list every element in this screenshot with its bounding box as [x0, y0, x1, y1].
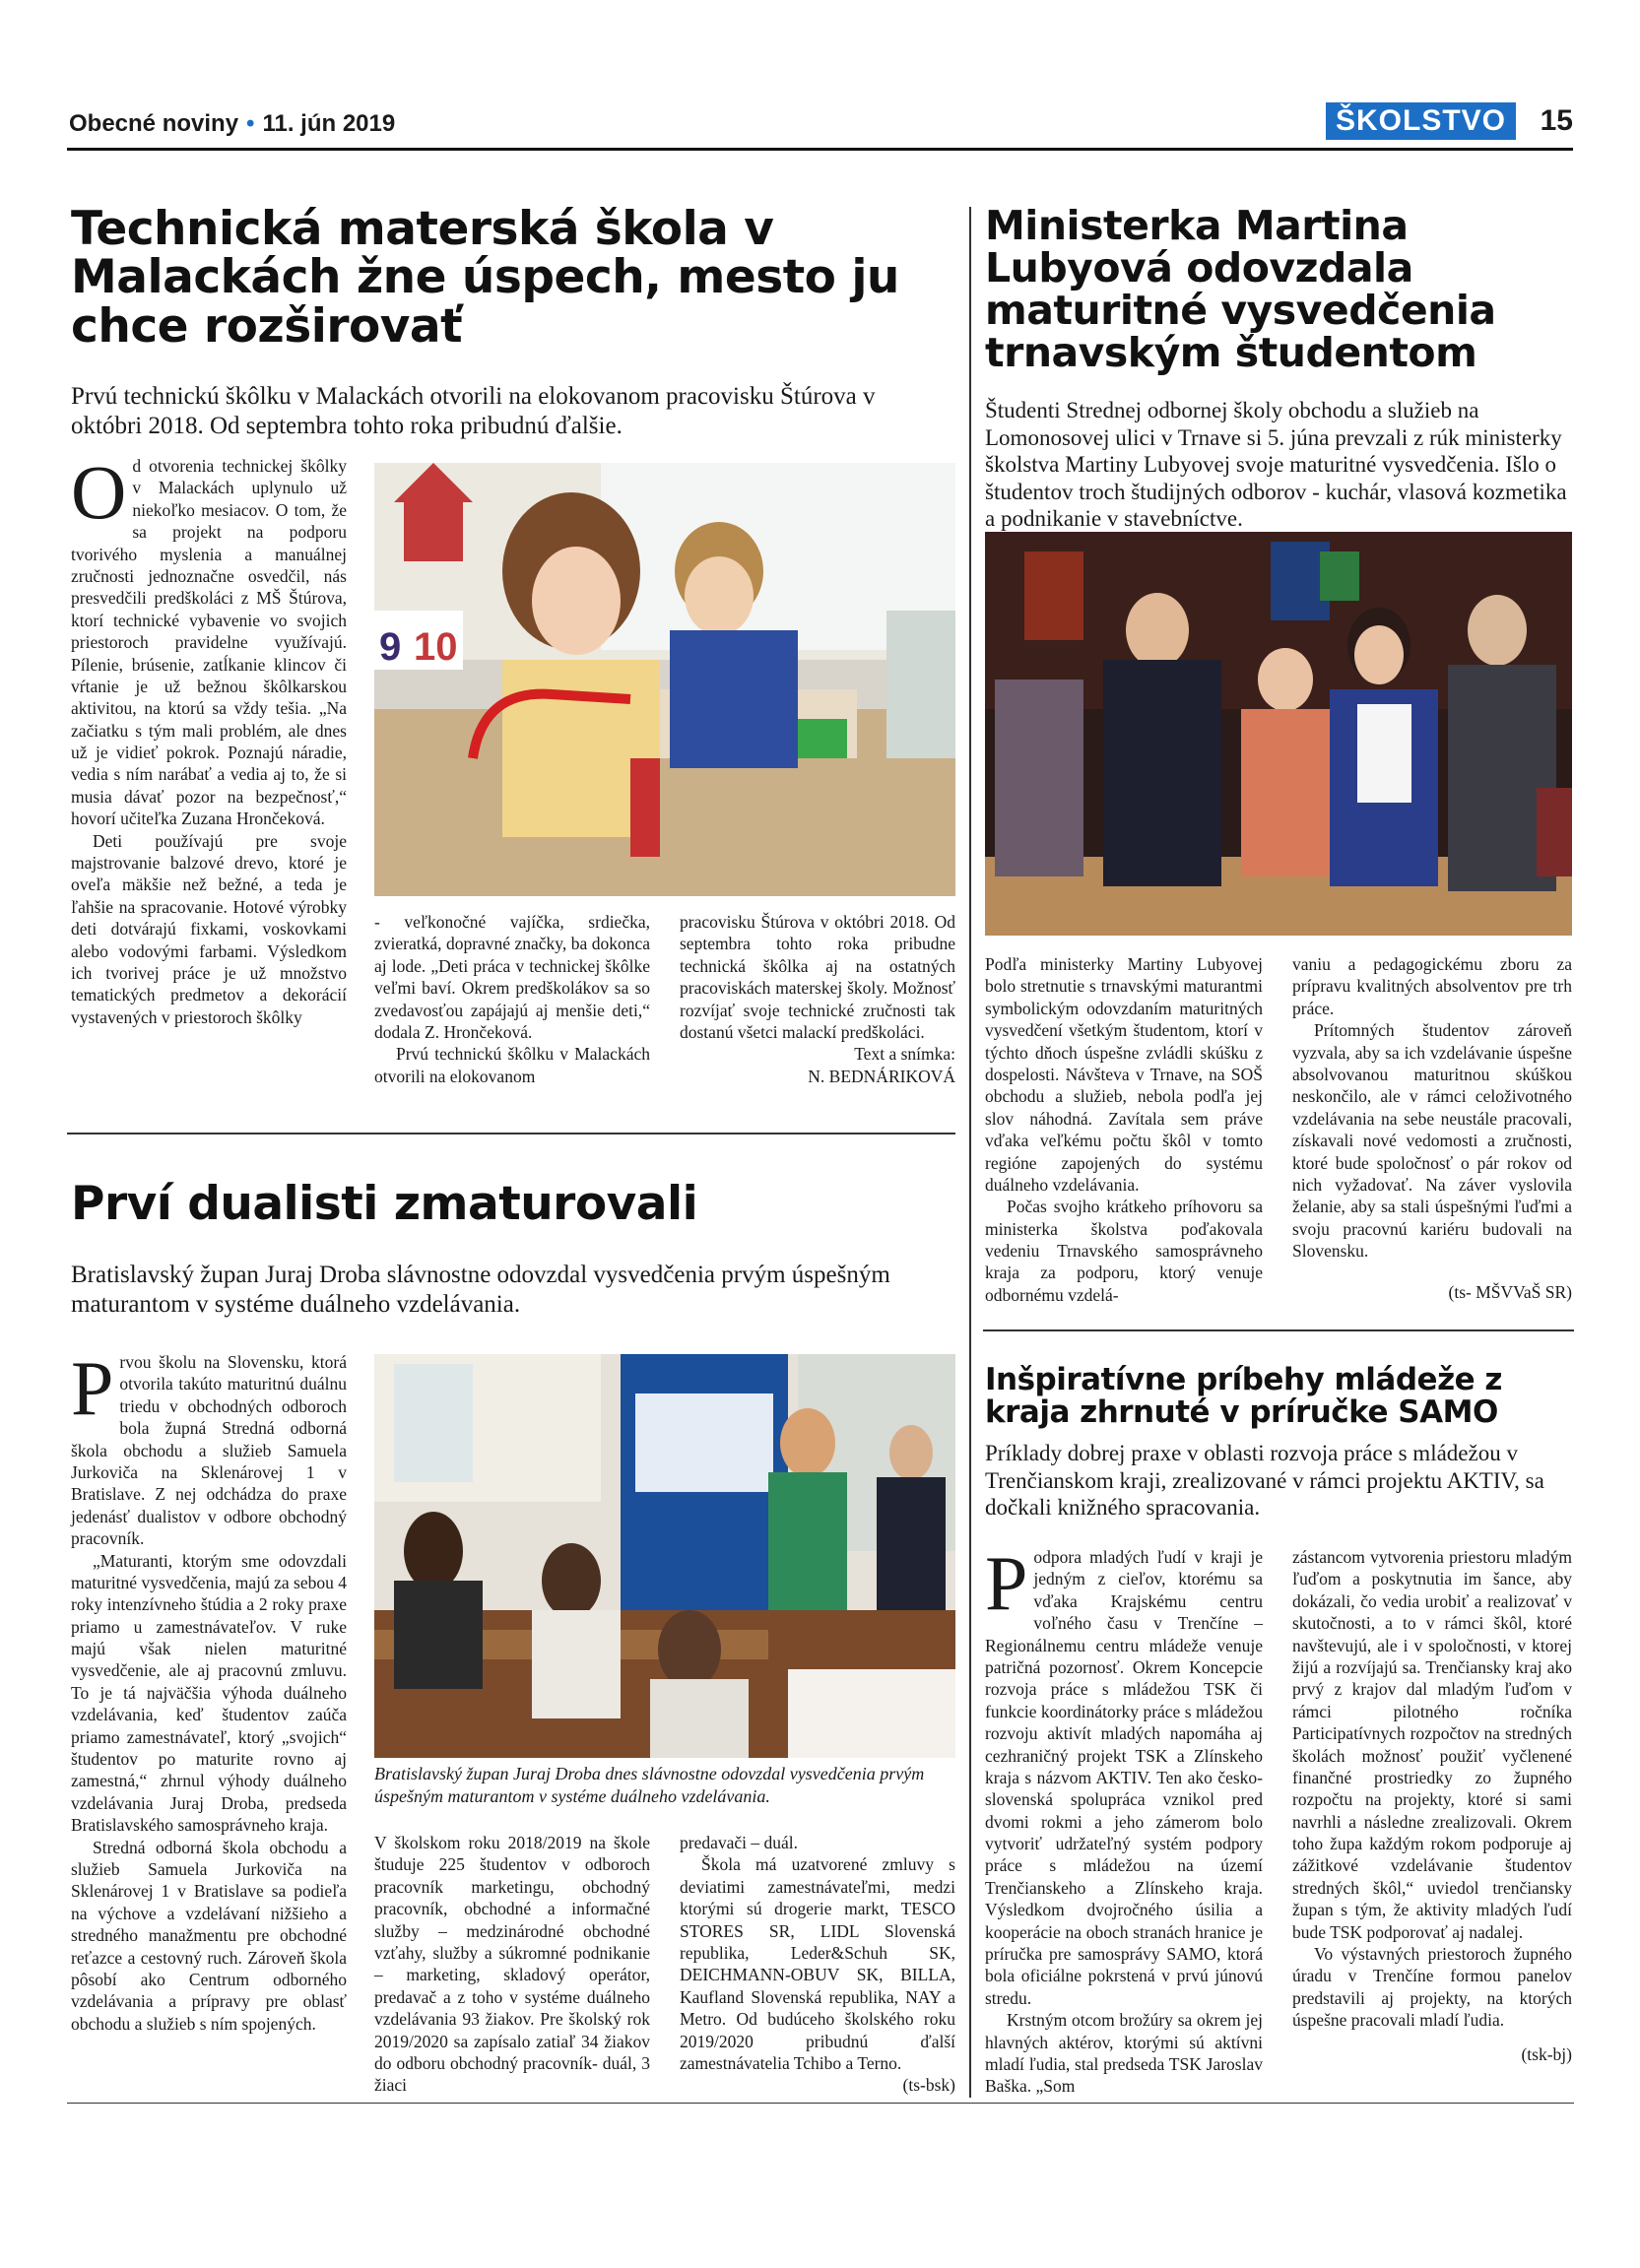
svg-text:9: 9: [379, 625, 402, 669]
article1-headline: Technická materská škola v Malackách žne úspech, mesto ju chce rozširovať: [71, 202, 899, 354]
article1-paragraph: pracovisku Štúrova v októbri 2018. Od septembra tohto roka pribudne technická škôlka aj na ostatných pracoviskách materskej školy. Možnosť rozvíjať svoje technické zručnosti tak dostanú všetci malackí predškoláci.: [680, 912, 955, 1042]
article3-lead: Bratislavský župan Juraj Droba slávnostne odovzdal vysvedčenia prvým úspešným maturantom v systéme duálneho vzdelávania.: [71, 1262, 890, 1318]
ceremony-photo: [985, 532, 1572, 936]
article4-paragraph: odpora mladých ľudí v kraji je jedným z cieľov, ktorému sa vďaka Krajskému centru voľného času v Trenčíne – Regionálnemu centru mládeže venuje patričná pozornosť. Okrem Koncepcie rozvoja práce s mládežou TSK či funkcie koordinátorky práce s mládežou rozvoju aktivít mladých napomáha aj cezhraničný projekt TSK a Zlínskeho kraja s názvom AKTIV. Ten ako česko-slovenská spolupráca vznikol pred dvomi rokmi a jeho zámerom bolo vytvoriť udržateľný systém podpory práce s mládežou na území Trenčianskeho a Zlínskeho kraja. Výsledkom dvojročného úsilia a kooperácie na oboch stranách hranice je príručka pre samosprávy SAMO, ktorá bola oficiálne pokrstená v prvú júnovú stredu.: [985, 1547, 1263, 2008]
column-divider: [969, 207, 971, 2098]
article1-col3: [680, 911, 955, 1113]
article4-col2: [1292, 1546, 1572, 2098]
separator-dot: •: [246, 110, 255, 137]
article1-paragraph: - veľkonočné vajíčka, srdiečka, zvieratká, dopravné značky, ba dokonca aj lode. „Deti práca v technickej škôlke veľmi baví. Okrem predškolákov sa so zvedavosťou zapájajú aj menšie deti,“ dodala Z. Hrončeková.: [374, 912, 650, 1042]
article3-col3: [680, 1832, 955, 2098]
article4-lead: Príklady dobrej praxe v oblasti rozvoja práce s mládežou v Trenčianskom kraji, zrealizované v rámci projektu AKTIV, sa dočkali knižného spracovania.: [985, 1441, 1544, 1521]
article3-paragraph: Stredná odborná škola obchodu a služieb Samuela Jurkoviča na Sklenárovej 1 v Bratislave sa podieľa na výchove a vzdelávaní nižšieho a stredného manažmentu pre obchodné reťazce a cestovný ruch. Zároveň škola pôsobí ako Centrum odborného vzdelávania a prípravy pre oblasť obchodu a služieb s ním spojených.: [71, 1837, 347, 2034]
article3-paragraph: predavači – duál.: [680, 1833, 799, 1852]
section-label: ŠKOLSTVO: [1326, 102, 1516, 140]
article4-paragraph: zástancom vytvorenia priestoru mladým ľuďom a poskytnutia im šance, aby dokázali, čo vedia urobiť a realizovať v skutočnosti, a to v rámci škôl, ktoré navštevujú, ale i v spoločnosti, v ktorej žijú a rozvíjajú sa. Trenčiansky kraj ako prvý z krajov dal mladým ľuďom v rámci pilotného ročníka Participatívnych rozpočtov na stredných školách možnosť použiť vyčlenené finančné prostriedky zo župného rozpočtu na projekty, ktoré si sami navrhli a následne zrealizovali. Okrem toho župa každým rokom podporuje aj zážitkové vzdelávanie študentov stredných škôl,“ uviedol trenčiansky župan s tým, že aktivity mladých ľudí bude TSK podporovať aj nadalej.: [1292, 1547, 1572, 1942]
article3-credit: (ts-bsk): [902, 2075, 955, 2096]
kindergarten-photo: [374, 463, 955, 896]
dropcap: O: [71, 449, 127, 535]
article4-col1: [985, 1540, 1263, 2098]
article2-col1: [985, 953, 1263, 1320]
graduation-photo-caption: Bratislavský župan Juraj Droba dnes slávnostne odovzdal vysvedčenia prvým úspešným maturantom v systéme duálneho vzdelávania.: [374, 1764, 925, 1807]
article1-paragraph: d otvorenia technickej škôlky v Malackách uplynulo už niekoľko mesiacov. O tom, že sa projekt na podporu tvorivého myslenia a manuálnej zručnosti jednoznačne osvedčil, nás presvedčili predškoláci z MŠ Štúrova, ktorí technické vybavenie vo svojich priestoroch pravidelne využívajú. Pílenie, brúsenie, zatĺkanie klincov či vŕtanie je už bežnou škôlkarskou aktivitou, na ktorú sa vždy tešia. „Na začiatku s tým mali problém, ale dnes už je vidieť pokrok. Poznajú náradie, vedia s ním narábať a vedia aj to, že si musia dávať pozor na bezpečnosť,“ hovorí učiteľka Zuzana Hrončeková.: [71, 456, 347, 829]
article-divider-right: [983, 1329, 1574, 1331]
article1-paragraph: Deti používajú pre svoje majstrovanie balzové drevo, ktoré je oveľa mäkšie než bežné, a teda je ľahšie na spracovanie. Hotové výrobky deti dotvárajú fixkami, voskovkami alebo vodovými farbami. Výsledkom ich tvorivej práce je už množstvo tematických predmetov a dekorácií vystavených v priestoroch škôlky: [71, 830, 347, 1027]
article1-lead: Prvú technickú škôlku v Malackách otvorili na elokovanom pracovisku Štúrova v októbri 2018. Od septembra tohto roka pribudnú ďalšie.: [71, 383, 876, 439]
dropcap: P: [985, 1540, 1028, 1626]
article1-col2: [374, 911, 650, 1113]
photo-credit-name: N. BEDNÁRIKOVÁ: [808, 1066, 955, 1086]
graduation-photo: [374, 1354, 955, 1758]
article3-paragraph: Škola má uzatvorené zmluvy s deviatimi zamestnávateľmi, medzi ktorými sú drogerie markt, TESCO STORES SR, LIDL Slovenská republika, Leder&Schuh SK, DEICHMANN-OBUV SK, BILLA, Kaufland Slovenská republika, NAY a Metro. Od budúceho školského roku 2019/2020 pribudnú ďalší zamestnávatelia Tchibo a Terno.: [680, 1854, 955, 2073]
article4-credit: (tsk-bj): [1521, 2043, 1572, 2064]
publication-name: Obecné noviny: [69, 110, 239, 137]
article-divider: [67, 1133, 955, 1134]
article2-lead: Študenti Strednej odbornej školy obchodu a služieb na Lomonosovej ulici v Trnave si 5. júna prevzali z rúk ministerky školstva Martiny Lubyovej svoje maturitné vysvedčenia. Išlo o študentov troch študijných odborov - kuchár, vlasová kozmetika a podnikanie v stavebníctve.: [985, 398, 1567, 532]
article1-col1: [71, 449, 347, 1113]
article1-paragraph: Prvú technickú škôlku v Malackách otvorili na elokovanom: [374, 1044, 650, 1086]
article3-headline: Prví dualisti zmaturovali: [71, 1177, 698, 1231]
page-bottom-rule: [67, 2103, 1574, 2104]
article2-paragraph: vaniu a pedagogickému zboru za prípravu kvalitných absolventov pre trh práce.: [1292, 954, 1572, 1018]
photo-credit-label: Text a snímka:: [854, 1044, 955, 1065]
article2-col2: [1292, 953, 1572, 1320]
issue-date: 11. jún 2019: [262, 110, 396, 137]
article4-paragraph: Vo výstavných priestoroch župného úradu v Trenčíne formou panelov predstavili aj projekty, na ktorých úspešne pracovali mladí ľudia.: [1292, 1944, 1572, 2031]
article2-paragraph: Prítomných študentov zároveň vyzvala, aby sa ich vzdelávanie úspešne absolvovanou maturitnou skúškou neskončilo, ale v rámci celoživotného vzdelávania na sebe neustále pracovali, získavali nové vedomosti a zručnosti, ktoré bude spoločnosť o pár rokov od nich vyžadovať. Na záver vyslovila želanie, aby sa stali úspešnými ľuďmi a svoju pracovnú kariéru budovali na Slovensku.: [1292, 1020, 1572, 1262]
kindergarten-photo-image: [374, 463, 955, 896]
graduation-photo-image: [374, 1354, 955, 1758]
masthead: [67, 102, 1573, 150]
article3-paragraph: „Maturanti, ktorým sme odovzdali maturitné vysvedčenia, majú za sebou 4 roky intenzívneho štúdia a 2 roky praxe priamo u zamestnávateľov. V ruke majú však nielen maturitné vysvedčenie, ale aj pracovnú zmluvu. To je tá najväčšia výhoda duálneho vzdelávania, keď študentov zaúča priamo zamestnávateľ, ktorý „svojich“ študentov po maturite rovno aj zamestná,“ zhrnul výhody duálneho vzdelávania Juraj Droba, predseda Bratislavského samosprávneho kraja.: [71, 1550, 347, 1836]
article4-headline: Inšpiratívne príbehy mládeže z kraja zhrnuté v príručke SAMO: [985, 1362, 1502, 1430]
article2-headline: Ministerka Martina Lubyová odovzdala maturitné vysvedčenia trnavským študentom: [985, 202, 1496, 377]
article2-paragraph: Počas svojho krátkeho príhovoru sa ministerka školstva poďakovala vedeniu Trnavského samosprávneho kraja za podporu, ktorý venuje odbornému vzdelá-: [985, 1197, 1263, 1305]
svg-text:10: 10: [414, 625, 458, 669]
publication-line: [69, 110, 395, 138]
dropcap: P: [71, 1345, 114, 1431]
article3-col2: [374, 1832, 650, 2098]
article3-paragraph: V školskom roku 2018/2019 na škole študuje 225 študentov v odboroch pracovník marketingu, obchodný pracovník, obchodné a informačné služby – medzinárodné obchodné vzťahy, služby a súkromné podnikanie – marketing, skladový operátor, predavač a z toho v systéme duálneho vzdelávania 93 žiakov. Pre školský rok 2019/2020 sa zapísalo zatiaľ 34 žiakov do odboru obchodný pracovník- duál, 3 žiaci: [374, 1833, 650, 2096]
ceremony-photo-image: [985, 532, 1572, 936]
page-number: 15: [1540, 104, 1573, 137]
article2-credit: (ts- MŠVVaŠ SR): [1448, 1282, 1572, 1303]
article3-paragraph: rvou školu na Slovensku, ktorá otvorila takúto maturitnú duálnu triedu v obchodných odboroch bola župná Stredná odborná škola obchodu a služieb Samuela Jurkoviča na Sklenárovej 1 v Bratislave. Z nej odchádza do praxe jedenásť dualistov v odbore obchodný pracovník.: [71, 1352, 347, 1549]
article3-col1: [71, 1345, 347, 2095]
article2-paragraph: Podľa ministerky Martiny Lubyovej bolo stretnutie s trnavskými maturantmi symbolickým odovzdaním maturitných vysvedčení všetkým študentom, ktorí v týchto dňoch úspešne zvládli skúšku z dospelosti. Návšteva v Trnave, na SOŠ obchodu a služieb, nebola podľa jej slov náhodná. Zavítala sem práve vďaka veľkému počtu škôl v tomto regióne zapojených do systému duálneho vzdelávania.: [985, 954, 1263, 1195]
header-rule: [67, 148, 1573, 151]
article4-paragraph: Krstným otcom brožúry sa okrem jej hlavných aktérov, ktorými sú aktívni mladí ľudia, stal predseda TSK Jaroslav Baška. „Som: [985, 2010, 1263, 2097]
